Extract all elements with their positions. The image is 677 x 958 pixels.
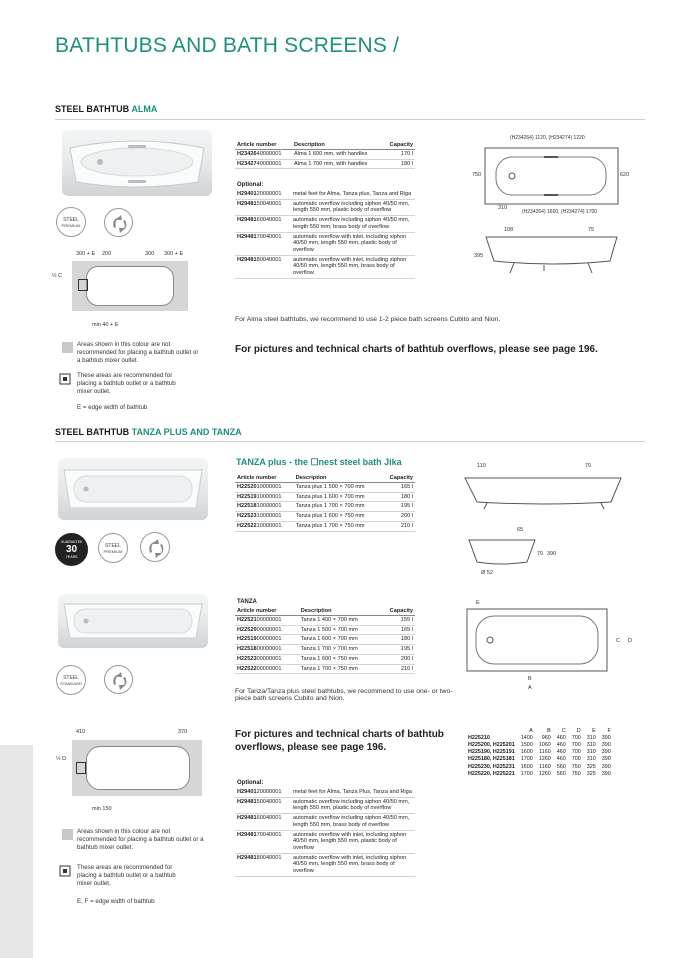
dim-top-mid1: 200 xyxy=(102,251,112,257)
guarantee-top-label: GUARANTEE xyxy=(60,540,83,544)
badge-premium-label: PREMIUM xyxy=(103,548,123,554)
tanza-outlet-marker xyxy=(76,762,86,774)
recycle-arrows-icon xyxy=(141,533,171,563)
table-row: H2252010000001 Tanza plus 1 500 × 700 mm 165 l xyxy=(235,483,415,493)
col-article: Article number xyxy=(235,474,294,483)
dim-bottom: min 150 xyxy=(92,806,112,812)
recycle-icon xyxy=(104,208,133,237)
dim-top-mid2: 300 xyxy=(145,251,155,257)
tanza-overflow-note: For pictures and technical charts of bathtub overflows, please see page 196. xyxy=(235,729,444,753)
guarantee-badge xyxy=(55,533,88,566)
table-row: H2342640000001 Alma 1 600 mm, with handles 170 l xyxy=(235,150,415,160)
table-row: H2252100000001 Tanza 1 400 × 700 mm 155 l xyxy=(235,616,415,626)
dim-70: 70 xyxy=(585,463,592,469)
alma-divider xyxy=(55,119,645,120)
steel-standard-badge xyxy=(56,665,86,695)
steel-premium-badge xyxy=(56,207,86,237)
side-tab-bar xyxy=(0,745,33,958)
dim-e: E xyxy=(476,600,480,606)
legend-e-text: E = edge width of bathtub xyxy=(77,404,148,411)
table-row: H2948150040001 automatic overflow including siphon 40/50 mm, length 550 mm, plastic body of overflow xyxy=(235,797,415,813)
tanza-steel-premium-badge xyxy=(98,533,128,563)
table-row: H2252310000001 Tanza plus 1 600 × 750 mm 200 l xyxy=(235,512,415,522)
recycle-icon xyxy=(140,532,170,562)
table-row: H2251810000001 Tanza plus 1 700 × 700 mm 195 l xyxy=(235,502,415,512)
alma-heading xyxy=(55,104,157,114)
table-row: H2251910000001 Tanza plus 1 600 × 700 mm 180 l xyxy=(235,492,415,502)
tech-dim-top: (H234264) 1120, (H234274) 1220 xyxy=(510,135,585,141)
recycle-arrows-icon xyxy=(105,209,134,238)
recycle-arrows-icon xyxy=(105,666,134,695)
tanza-dimension-table xyxy=(465,727,614,777)
alma-screen-note: For Alma steel bathtubs, we recommend to use 1-2 piece bath screens Cubito and Nion. xyxy=(235,316,501,323)
page-title: BATHTUBS AND BATH SCREENS / xyxy=(55,34,400,57)
legend-ef-text: E, F = edge width of bathtub xyxy=(77,898,155,905)
tech-dim-inner: 310 xyxy=(498,205,508,211)
dim-b: B xyxy=(528,676,532,682)
tanza-photo xyxy=(58,594,208,648)
col-article: Article number xyxy=(235,607,299,616)
alma-optional-table xyxy=(235,190,415,279)
legend-grey-text: Areas shown in this colour are not recommended for placing a bathtub outlet or a bathtub mixer outlet. xyxy=(77,341,199,365)
tanza-optional-table xyxy=(235,788,415,877)
legend-grey-text: Areas shown in this colour are not recommended for placing a bathtub outlet or a bathtub mixer outlet. xyxy=(77,828,204,852)
dim-d52b: Ø 52 xyxy=(481,570,493,576)
table-row: H225220, H225221 1700 1260 560 750 325 390 xyxy=(468,770,611,777)
table-row: H2948150040001 automatic overflow including siphon 40/50 mm, length 550 mm, plastic body of overflow xyxy=(235,199,415,215)
col-capacity: Capacity xyxy=(382,474,415,483)
guarantee-bottom-label: YEARS xyxy=(65,555,78,559)
tanza-divider xyxy=(55,441,645,442)
tanza-plus-photo xyxy=(58,458,208,520)
alma-product-photo xyxy=(62,130,212,196)
legend-rec-text: These areas are recommended for placing a bathtub outlet or a bathtub mixer outlet. xyxy=(77,864,176,888)
table-row: H2252210000001 Tanza plus 1 700 × 750 mm 210 l xyxy=(235,521,415,531)
tech-dim-left: 750 xyxy=(472,172,482,178)
col-f: F xyxy=(607,727,611,734)
dim-c: C xyxy=(616,638,620,644)
tanza-screen-note: For Tanza/Tanza plus steel bathtubs, we recommend to use one- or two-piece bath screens Cubito and Nion. xyxy=(235,688,453,702)
alma-top-view-svg xyxy=(484,147,619,207)
dim-side: ½ D xyxy=(56,756,67,762)
table-row: H2948160040001 automatic overflow including siphon 40/50 mm, length 550 mm, brass body of overflow xyxy=(235,814,415,830)
tanza-top-view-svg xyxy=(466,608,616,674)
tanza-plus-side-drawing xyxy=(455,460,625,580)
tanza-plus-tub-illustration xyxy=(58,458,208,520)
legend-rec-text: These areas are recommended for placing a bathtub outlet or a bathtub mixer outlet. xyxy=(77,372,176,396)
tech-dim-75: 75 xyxy=(588,227,595,233)
tanza-optional-label: Optional: xyxy=(237,780,264,786)
dim-top-left: 300 + E xyxy=(76,251,96,257)
alma-optional-label: Optional: xyxy=(237,182,264,188)
tanza-heading xyxy=(55,427,242,437)
legend-grey-swatch xyxy=(62,342,73,353)
dim-left: 410 xyxy=(76,729,86,735)
table-row: H2251900000001 Tanza 1 600 × 700 mm 180 l xyxy=(235,635,415,645)
guarantee-years: 30 xyxy=(65,544,78,555)
col-article: Article number xyxy=(235,141,292,150)
table-row: H2948160040001 automatic overflow including siphon 40/50 mm, length 550 mm, brass body of overflow xyxy=(235,216,415,232)
alma-technical-drawing xyxy=(470,135,645,280)
table-row: H2251800000001 Tanza 1 700 × 700 mm 195 l xyxy=(235,645,415,655)
tanza-label: TANZA xyxy=(237,599,257,605)
col-e: E xyxy=(592,727,596,734)
col-b: B xyxy=(547,727,551,734)
alma-outlet-marker xyxy=(78,279,88,291)
alma-heading-accent: ALMA xyxy=(131,104,158,114)
badge-premium-label: PREMIUM xyxy=(61,222,81,228)
table-row: H2940120000001 metal feet for Alma, Tanza Plus, Tanza and Riga xyxy=(235,788,415,797)
tanza-plus-title: TANZA plus - the ☐nest steel bath Jika xyxy=(236,457,402,467)
recycle-icon xyxy=(104,665,133,694)
badge-steel-label: STEEL xyxy=(105,542,121,549)
col-capacity: Capacity xyxy=(379,607,415,616)
tanza-plus-table xyxy=(235,474,415,532)
tanza-table xyxy=(235,607,415,674)
table-row: H2252200000001 Tanza 1 700 × 750 mm 210 l xyxy=(235,664,415,674)
tanza-top-view-drawing xyxy=(462,600,637,695)
dim-bottom: min 40 + E xyxy=(92,322,119,328)
alma-plan-drawing xyxy=(52,247,202,332)
table-row: H2252000000001 Tanza 1 500 × 700 mm 165 l xyxy=(235,625,415,635)
alma-spec-table xyxy=(235,141,415,169)
table-row: H225230, H225231 1600 1160 560 750 325 390 xyxy=(468,763,611,770)
col-d: D xyxy=(576,727,581,734)
col-a: A xyxy=(529,727,533,734)
tanza-end-view-svg xyxy=(467,534,537,570)
tanza-side-view-svg xyxy=(463,472,623,512)
table-row: H2948170040001 automatic overflow with inlet, including siphon 40/50 mm, length 550 mm, plastic body of overflow xyxy=(235,232,415,255)
dim-right: 370 xyxy=(178,729,188,735)
mixer-outlet-icon xyxy=(58,372,72,386)
legend-grey-swatch xyxy=(62,829,73,840)
table-row: H225190, H225191 1600 1160 460 700 310 390 xyxy=(468,749,611,756)
table-row: H2948180040001 automatic overflow with inlet, including siphon 40/50 mm, length 550 mm, brass body of overflow xyxy=(235,255,415,278)
dim-70b: 70 xyxy=(537,551,544,557)
tech-dim-height: 395 xyxy=(474,253,484,259)
table-row: H2940120000001 metal feet for Alma, Tanza plus, Tanza and Riga xyxy=(235,190,415,199)
table-row: H2252300000001 Tanza 1 600 × 750 mm 200 l xyxy=(235,654,415,664)
table-row: H2948170040001 automatic overflow with inlet, including siphon 40/50 mm, length 550 mm, plastic body of overflow xyxy=(235,830,415,853)
dim-d: D xyxy=(628,638,632,644)
dim-110: 110 xyxy=(477,463,486,469)
badge-standard-label: STANDARD xyxy=(60,680,82,686)
mixer-outlet-icon xyxy=(58,864,72,878)
table-row: H225210 1400 960 460 700 310 390 xyxy=(468,734,611,741)
badge-steel-label: STEEL xyxy=(63,216,79,223)
col-description: Description xyxy=(294,474,382,483)
col-capacity: Capacity xyxy=(383,141,415,150)
alma-plan-tub xyxy=(86,266,174,306)
alma-heading-prefix: STEEL BATHTUB xyxy=(55,104,132,114)
col-description: Description xyxy=(292,141,383,150)
tanza-plan-tub xyxy=(86,746,190,790)
col-description: Description xyxy=(299,607,379,616)
alma-side-view-svg xyxy=(484,235,619,275)
col-c: C xyxy=(561,727,566,734)
alma-overflow-note: For pictures and technical charts of bathtub overflows, please see page 196. xyxy=(235,344,598,355)
tech-dim-bottom: (H234264) 1600, (H234274) 1700 xyxy=(522,209,598,215)
tanza-tub-illustration xyxy=(58,594,208,648)
badge-steel-label: STEEL xyxy=(63,674,79,681)
table-row: H2948180040001 automatic overflow with inlet, including siphon 40/50 mm, length 550 mm, brass body of overflow xyxy=(235,853,415,876)
dim-side: ½ C xyxy=(52,273,63,279)
table-row: H225200, H225201 1500 1060 460 700 310 390 xyxy=(468,741,611,748)
dim-a: A xyxy=(528,685,532,691)
tech-dim-right: 620 xyxy=(620,172,630,178)
dim-390: 390 xyxy=(547,551,557,557)
table-row: H225180, H225181 1700 1260 460 700 310 390 xyxy=(468,756,611,763)
alma-tub-illustration xyxy=(62,130,212,196)
dim-top-right: 300 + E xyxy=(164,251,184,257)
table-row: H2342740000001 Alma 1 700 mm, with handles 180 l xyxy=(235,159,415,169)
dim-65: 65 xyxy=(517,527,524,533)
tech-dim-108: 108 xyxy=(504,227,514,233)
tanza-heading-prefix: STEEL BATHTUB xyxy=(55,427,132,437)
tanza-plan-drawing xyxy=(52,726,207,816)
tanza-heading-accent: TANZA PLUS AND TANZA xyxy=(131,427,242,437)
